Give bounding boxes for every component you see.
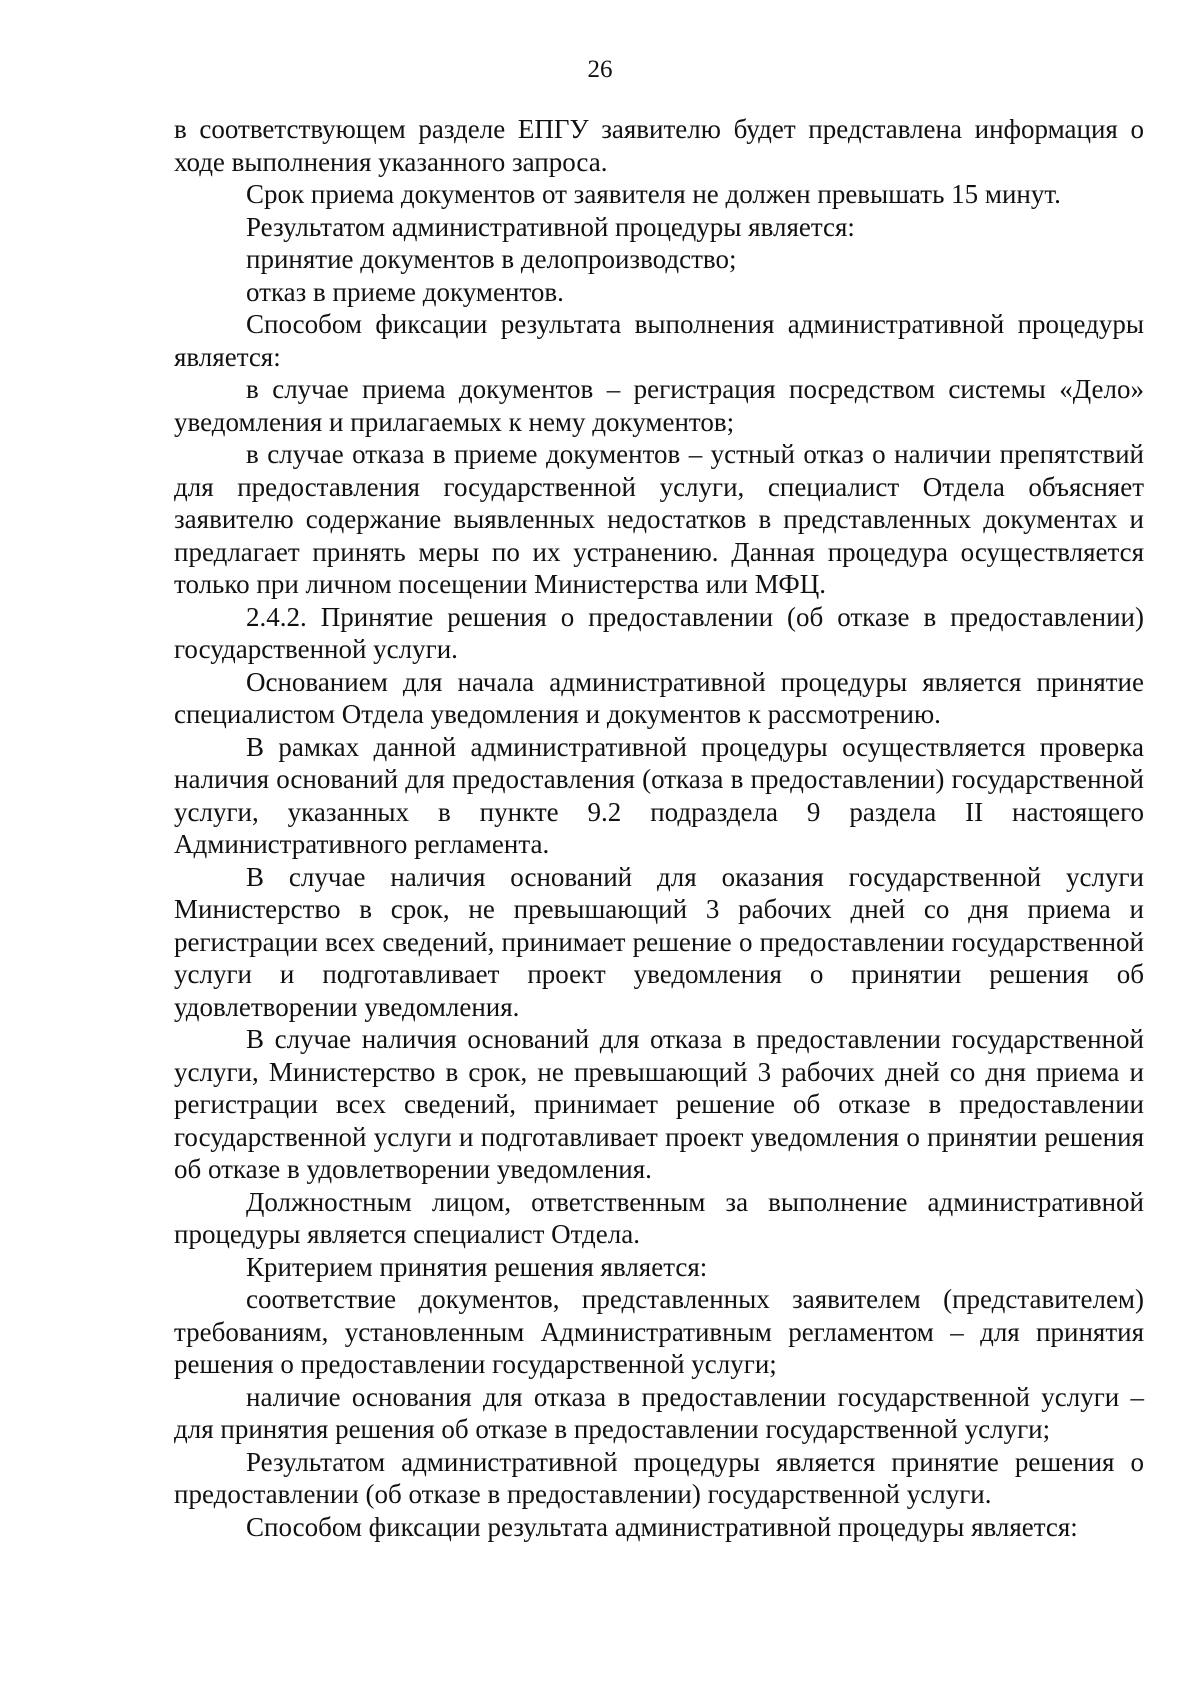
- paragraph: Критерием принятия решения является:: [246, 1251, 708, 1282]
- paragraph: Способом фиксации результата выполнения административной процедуры является:: [174, 309, 1144, 372]
- paragraph: в соответствующем разделе ЕПГУ заявителю будет представлена информация о ходе выполнения указанного запроса.: [174, 114, 1144, 177]
- document-body: [174, 113, 1144, 1543]
- paragraph: в случае отказа в приеме документов – устный отказ о наличии препятствий для предоставления государственной услуги, специалист Отдела объясняет заявителю содержание выявленных недостатков в представленных документах и предлагает принять меры по их устранению. Данная процедура осуществляется только при личном посещении Министерства или МФЦ.: [174, 439, 1144, 599]
- paragraph: отказ в приеме документов.: [246, 276, 564, 307]
- paragraph: соответствие документов, представленных заявителем (представителем) требованиям, установленным Административным регламентом – для принятия решения о предоставлении государственной услуги;: [174, 1284, 1144, 1379]
- paragraph: в случае приема документов – регистрация посредством системы «Дело» уведомления и прилагаемых к нему документов;: [174, 374, 1144, 437]
- paragraph: наличие основания для отказа в предоставлении государственной услуги – для принятия решения об отказе в предоставлении государственной услуги;: [174, 1381, 1144, 1444]
- paragraph: В рамках данной административной процедуры осуществляется проверка наличия оснований для предоставления (отказа в предоставлении) государственной услуги, указанных в пункте 9.2 подраздела 9 раздела II настоящего Административного регламента.: [174, 731, 1144, 859]
- paragraph: Результатом административной процедуры является:: [246, 211, 855, 242]
- paragraph: принятие документов в делопроизводство;: [246, 244, 737, 274]
- paragraph: Способом фиксации результата административной процедуры является:: [246, 1511, 1078, 1542]
- paragraph: В случае наличия оснований для отказа в предоставлении государственной услуги, Министерство в срок, не превышающий 3 рабочих дней со дня приема и регистрации всех сведений, принимает решение об отказе в предоставлении государственной услуги и подготавливает проект уведомления о принятии решения об отказе в удовлетворении уведомления.: [174, 1024, 1144, 1184]
- paragraph: Должностным лицом, ответственным за выполнение административной процедуры является специалист Отдела.: [174, 1186, 1144, 1249]
- paragraph: Основанием для начала административной процедуры является принятие специалистом Отдела уведомления и документов к рассмотрению.: [174, 666, 1144, 729]
- section-heading-paragraph: 2.4.2. Принятие решения о предоставлении (об отказе в предоставлении) государственной услуги.: [174, 601, 1144, 664]
- page-number: 26: [587, 56, 613, 83]
- paragraph: В случае наличия оснований для оказания государственной услуги Министерство в срок, не превышающий 3 рабочих дней со дня приема и регистрации всех сведений, принимает решение о предоставлении государственной услуги и подготавливает проект уведомления о принятии решения об удовлетворении уведомления.: [174, 861, 1144, 1022]
- paragraph: Срок приема документов от заявителя не должен превышать 15 минут.: [246, 179, 1061, 209]
- paragraph: Результатом административной процедуры является принятие решения о предоставлении (об отказе в предоставлении) государственной услуги.: [174, 1446, 1144, 1509]
